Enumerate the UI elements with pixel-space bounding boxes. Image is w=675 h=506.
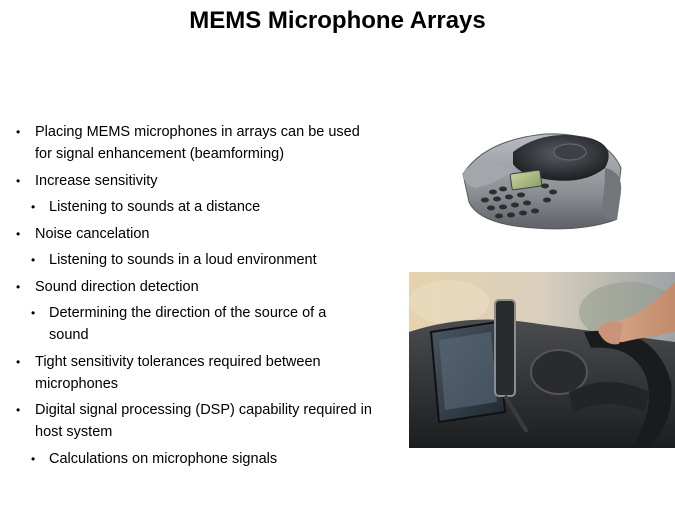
bullet-text: Placing MEMS microphones in arrays can be used for signal enhancement (beamforming) <box>35 124 360 162</box>
bullet-dot: • <box>16 354 21 369</box>
bullet-item <box>16 276 396 298</box>
bullet-text: Tight sensitivity tolerances required between microphones <box>35 353 321 392</box>
bullet-text: Increase sensitivity <box>35 172 158 189</box>
bullet-dot: • <box>31 451 36 466</box>
bullet-text: Sound direction detection <box>35 278 199 295</box>
bullet-dot: • <box>31 253 36 267</box>
sub-bullet-item <box>16 302 396 346</box>
bullet-text: Listening to sounds in a loud environment <box>49 252 317 268</box>
bullet-dot: • <box>31 306 36 320</box>
car-dashboard-driver-photo <box>409 272 675 448</box>
bullet-item <box>16 223 396 245</box>
car-interior-illustration <box>409 272 675 448</box>
bullet-item <box>16 399 396 443</box>
bullet-list <box>16 121 396 474</box>
bullet-text: Digital signal processing (DSP) capability required in host system <box>35 402 372 440</box>
bullet-text: Noise cancelation <box>35 225 150 242</box>
bullet-item <box>16 351 396 395</box>
bullet-dot: • <box>31 200 36 214</box>
sub-bullet-item <box>16 249 396 271</box>
bullet-dot: • <box>16 173 21 188</box>
bullet-text: Listening to sounds at a distance <box>49 199 261 215</box>
bullet-text: Calculations on microphone signals <box>49 450 278 467</box>
slide-title: MEMS Microphone Arrays <box>189 7 486 34</box>
bullet-item <box>16 121 396 165</box>
speakerphone-illustration <box>455 122 630 237</box>
bullet-dot: • <box>16 279 21 294</box>
bullet-dot: • <box>16 125 21 139</box>
bullet-text: Determining the direction of the source of a sound <box>49 305 327 343</box>
sub-bullet-item <box>16 448 396 470</box>
bullet-item <box>16 170 396 192</box>
conference-speakerphone-photo <box>455 122 630 237</box>
bullet-dot: • <box>16 403 21 417</box>
bullet-dot: • <box>16 226 21 241</box>
sub-bullet-item <box>16 196 396 218</box>
